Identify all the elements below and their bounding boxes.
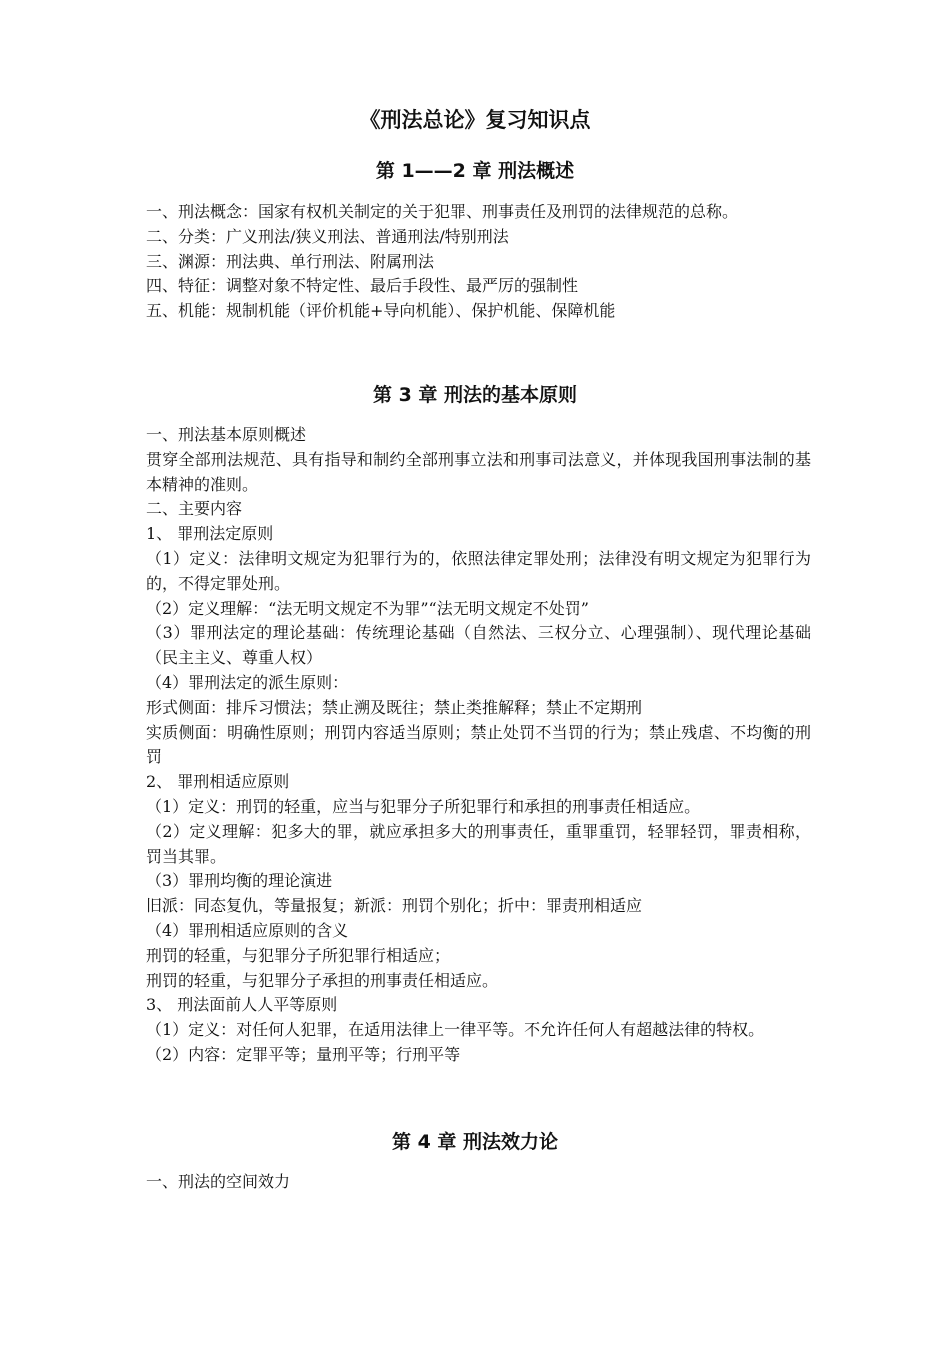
chapter-body	[146, 200, 811, 324]
chapter-heading: 第 3 章 刑法的基本原则	[372, 384, 578, 406]
paragraph: 形式侧面：排斥习惯法；禁止溯及既往；禁止类推解释；禁止不定期刑	[146, 697, 643, 717]
paragraph: 一、刑法的空间效力	[146, 1172, 291, 1191]
chapter-heading: 第 4 章 刑法效力论	[391, 1131, 559, 1153]
paragraph: 2、 罪刑相适应原则	[146, 772, 290, 792]
paragraph: （4）罪刑法定的派生原则：	[146, 672, 349, 692]
paragraph: （3）罪刑均衡的理论演进	[146, 871, 333, 891]
paragraph: （1）定义：刑罚的轻重，应当与犯罪分子所犯罪行和承担的刑事责任相适应。	[146, 796, 701, 816]
paragraph: （1）定义：对任何人犯罪，在适用法律上一律平等。不允许任何人有超越法律的特权。	[146, 1020, 765, 1040]
chapter-heading: 第 1——2 章 刑法概述	[375, 160, 575, 182]
paragraph: 实质侧面：明确性原则；刑罚内容适当原则；禁止处罚不当罚的行为；禁止残虐、不均衡的刑罚	[146, 722, 811, 767]
paragraph: 四、特征：调整对象不特定性、最后手段性、最严厉的强制性	[146, 276, 579, 296]
paragraph: （4）罪刑相适应原则的含义	[146, 920, 349, 940]
paragraph: 二、主要内容	[146, 499, 243, 519]
paragraph: 3、 刑法面前人人平等原则	[146, 995, 338, 1015]
paragraph: （1）定义：法律明文规定为犯罪行为的，依照法律定罪处刑；法律没有明文规定为犯罪行为的，不得定罪处刑。	[146, 548, 811, 593]
paragraph: （3）罪刑法定的理论基础：传统理论基础（自然法、三权分立、心理强制）、现代理论基础（民主主义、尊重人权）	[146, 623, 811, 668]
chapter-body	[146, 1170, 811, 1195]
paragraph: （2）定义理解：犯多大的罪，就应承担多大的刑事责任，重罪重罚，轻罪轻罚，罪责相称，罚当其罪。	[146, 821, 811, 866]
paragraph: 三、渊源：刑法典、单行刑法、附属刑法	[146, 251, 435, 271]
paragraph: 刑罚的轻重，与犯罪分子所犯罪行相适应；	[146, 945, 451, 965]
paragraph: 旧派：同态复仇，等量报复；新派：刑罚个别化；折中：罪责刑相适应	[146, 896, 643, 916]
paragraph: 五、机能：规制机能（评价机能+导向机能）、保护机能、保障机能	[146, 301, 616, 321]
paragraph: 贯穿全部刑法规范、具有指导和制约全部刑事立法和刑事司法意义，并体现我国刑事法制的基本精神的准则。	[146, 449, 811, 494]
paragraph: （2）定义理解：“法无明文规定不为罪”“法无明文规定不处罚”	[146, 598, 589, 618]
paragraph: 1、 罪刑法定原则	[146, 524, 274, 544]
document-title: 《刑法总论》复习知识点	[359, 108, 591, 132]
paragraph: 刑罚的轻重，与犯罪分子承担的刑事责任相适应。	[146, 970, 499, 990]
paragraph: 一、刑法概念：国家有权机关制定的关于犯罪、刑事责任及刑罚的法律规范的总称。	[146, 202, 739, 221]
paragraph: 一、刑法基本原则概述	[146, 425, 307, 444]
paragraph: 二、分类：广义刑法/狭义刑法、普通刑法/特别刑法	[146, 226, 509, 246]
chapter-body	[146, 423, 811, 1068]
paragraph: （2）内容：定罪平等；量刑平等；行刑平等	[146, 1044, 461, 1064]
